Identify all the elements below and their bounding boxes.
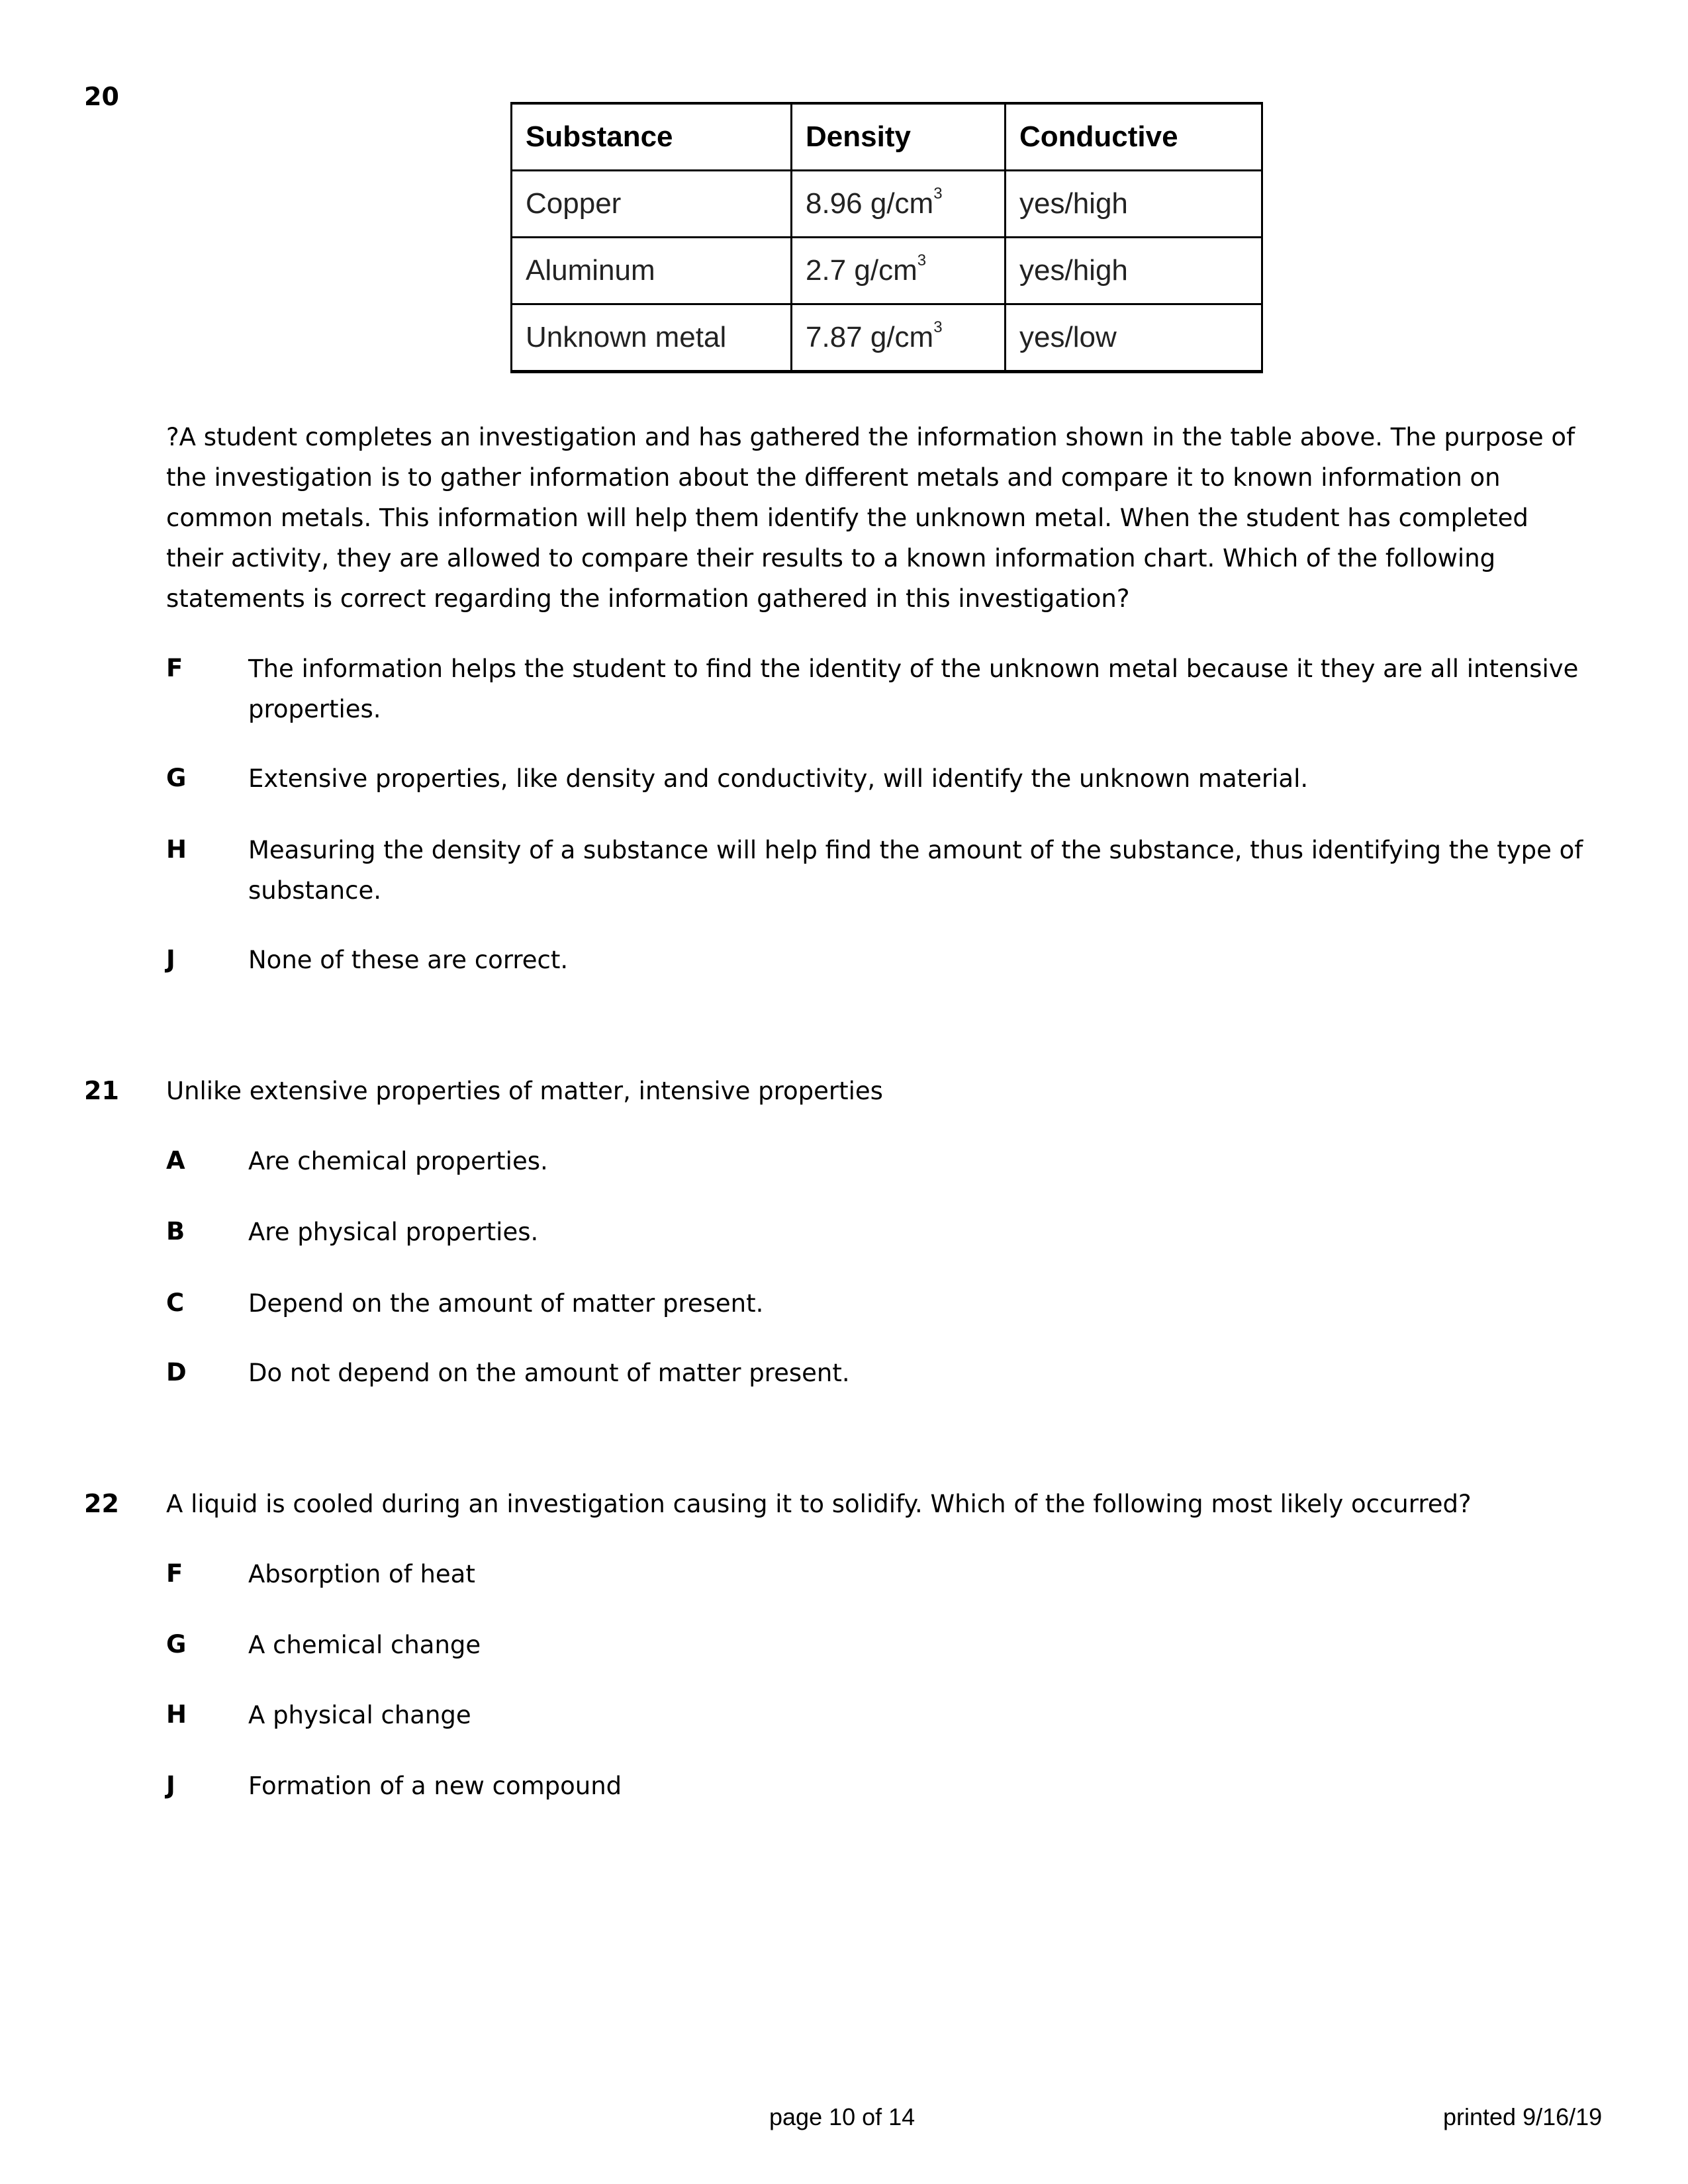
table-row (512, 238, 1262, 304)
option-text: Depend on the amount of matter present. (248, 1289, 764, 1318)
option-letter: H (166, 835, 187, 864)
option-line: Extensive properties, like density and conductivity, will identify the unknown material. (248, 764, 1309, 793)
option-letter: J (166, 945, 175, 974)
density-value: 7.87 g/cm (806, 321, 934, 353)
option-letter: B (166, 1217, 185, 1246)
density-value: 2.7 g/cm (806, 254, 917, 287)
option-letter: D (166, 1358, 187, 1387)
cell-density (792, 171, 1006, 238)
stem-line: ?A student completes an investigation and has gathered the information shown in the table above. The purpose of (166, 423, 1575, 451)
density-value: 8.96 g/cm (806, 187, 934, 220)
option-text: A chemical change (248, 1631, 481, 1659)
cell-substance: Aluminum (512, 238, 792, 304)
option-line: None of these are correct. (248, 946, 569, 974)
question-stem (166, 417, 1575, 619)
table-row (512, 304, 1262, 372)
option-letter: C (166, 1289, 185, 1317)
cell-conductive: yes/high (1006, 238, 1262, 304)
cell-density (792, 304, 1006, 372)
cell-substance: Unknown metal (512, 304, 792, 372)
superscript: 3 (917, 251, 927, 269)
option-text: Do not depend on the amount of matter present. (248, 1359, 850, 1387)
option-line: Measuring the density of a substance will help find the amount of the substance, thus identifying the type of (248, 836, 1583, 864)
option-text: Formation of a new compound (248, 1772, 622, 1800)
stem-line: statements is correct regarding the information gathered in this investigation? (166, 584, 1130, 613)
superscript: 3 (933, 318, 943, 336)
stem-line: the investigation is to gather information about the different metals and compare it to known information on (166, 463, 1501, 492)
option-text (248, 830, 1583, 911)
question-stem: Unlike extensive properties of matter, intensive properties (166, 1077, 883, 1105)
option-text (248, 649, 1578, 729)
page-number: page 10 of 14 (769, 2103, 915, 2130)
cell-substance: Copper (512, 171, 792, 238)
option-text: A physical change (248, 1701, 471, 1729)
table-header-row (512, 103, 1262, 171)
option-letter: H (166, 1700, 187, 1729)
cell-density (792, 238, 1006, 304)
question-number: 20 (84, 82, 119, 111)
option-text: Are physical properties. (248, 1218, 539, 1246)
option-letter: F (166, 654, 183, 682)
cell-conductive: yes/low (1006, 304, 1262, 372)
option-line: substance. (248, 876, 381, 905)
superscript: 3 (933, 185, 943, 203)
option-line: properties. (248, 695, 381, 723)
question-stem: A liquid is cooled during an investigation causing it to solidify. Which of the following most likely occurred? (166, 1490, 1472, 1518)
option-line: The information helps the student to find the identity of the unknown metal because it they are all intensive (248, 655, 1579, 683)
table-row (512, 171, 1262, 238)
question-number: 22 (84, 1489, 119, 1518)
option-text (248, 940, 568, 980)
option-letter: J (166, 1771, 175, 1799)
option-text: Absorption of heat (248, 1560, 475, 1588)
printed-date: printed 9/16/19 (1443, 2103, 1603, 2130)
stem-line: common metals. This information will help them identify the unknown metal. When the student has completed (166, 504, 1528, 532)
column-header: Density (792, 103, 1006, 171)
question-number: 21 (84, 1076, 119, 1105)
option-letter: G (166, 1630, 187, 1659)
cell-conductive: yes/high (1006, 171, 1262, 238)
option-text: Are chemical properties. (248, 1147, 548, 1175)
option-letter: F (166, 1559, 183, 1588)
column-header: Conductive (1006, 103, 1262, 171)
stem-line: their activity, they are allowed to compare their results to a known information chart. Which of the following (166, 544, 1496, 572)
substance-table (510, 102, 1263, 373)
column-header: Substance (512, 103, 792, 171)
option-text (248, 758, 1308, 799)
option-letter: G (166, 764, 187, 792)
option-letter: A (166, 1146, 185, 1175)
